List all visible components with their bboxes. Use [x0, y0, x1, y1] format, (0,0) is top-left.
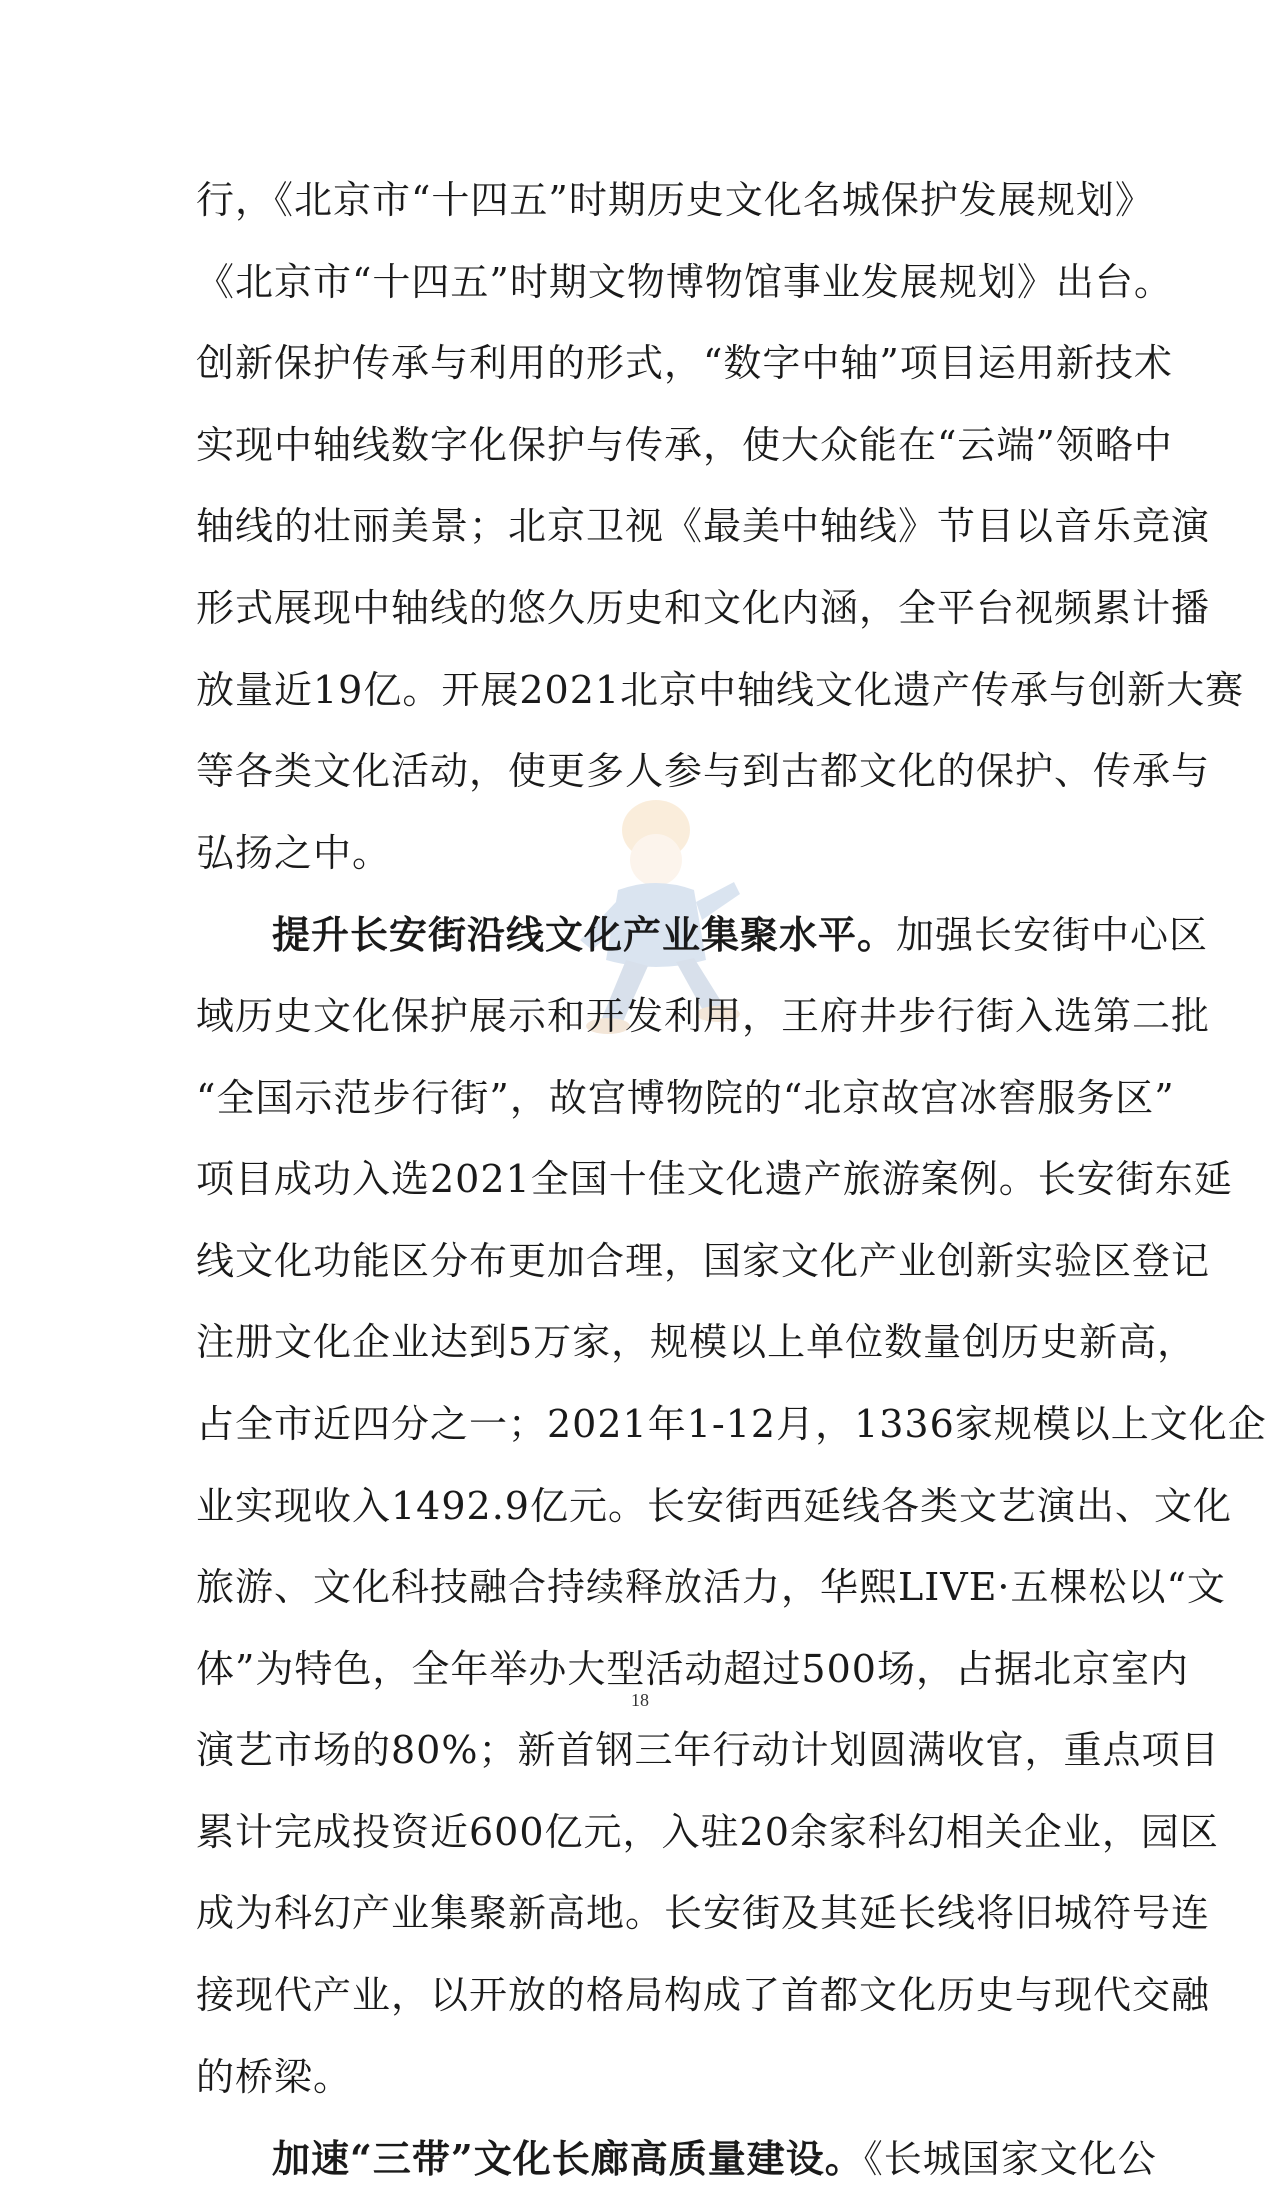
text-line: 行，《北京市“十四五”时期历史文化名城保护发展规划》: [196, 178, 1154, 222]
text-line: 域历史文化保护展示和开发利用，王府井步行街入选第二批: [196, 993, 1211, 1038]
text-line: 项目成功入选2021全国十佳文化遗产旅游案例。长安街东延: [196, 1157, 1233, 1202]
text-line: 线文化功能区分布更加合理，国家文化产业创新实验区登记: [196, 1238, 1211, 1283]
text-line: 实现中轴线数字化保护与传承，使大众能在“云端”领略中: [196, 422, 1173, 467]
text-line: [196, 2118, 1157, 2200]
text-line: 等各类文化活动，使更多人参与到古都文化的保护、传承与: [196, 749, 1211, 794]
paragraph-heading: 提升长安街沿线文化产业集聚水平。: [272, 912, 897, 958]
text-line: 弘扬之中。: [196, 830, 392, 875]
text-line: 注册文化企业达到5万家，规模以上单位数量创历史新高，: [196, 1320, 1197, 1365]
text-line: “全国示范步行街”，故宫博物院的“北京故宫冰窖服务区”: [196, 1075, 1175, 1120]
text-line: 成为科幻产业集聚新高地。长安街及其延长线将旧城符号连: [196, 1891, 1211, 1936]
text-span: 《长城国家文化公: [863, 2137, 1157, 2182]
text-line: 创新保护传承与利用的形式，“数字中轴”项目运用新技术: [196, 341, 1173, 386]
text-line: 《北京市“十四五”时期文物博物馆事业发展规划》出台。: [196, 259, 1173, 304]
text-line: 业实现收入1492.9亿元。长安街西延线各类文艺演出、文化: [196, 1483, 1232, 1528]
text-line: 轴线的壮丽美景；北京卫视《最美中轴线》节目以音乐竞演: [196, 504, 1211, 549]
text-line: 的桥梁。: [196, 2054, 353, 2099]
body-text: [196, 160, 1267, 2200]
text-line: 体”为特色，全年举办大型活动超过500场，占据北京室内: [196, 1646, 1189, 1691]
text-line: 旅游、文化科技融合持续释放活力，华熙LIVE·五棵松以“文: [196, 1565, 1226, 1610]
paragraph-central-axis: [196, 160, 1245, 894]
text-line: 放量近19亿。开展2021北京中轴线文化遗产传承与创新大赛: [196, 667, 1245, 712]
text-line: 演艺市场的80%；新首钢三年行动计划圆满收官，重点项目: [196, 1728, 1220, 1773]
text-line: 累计完成投资近600亿元，入驻20余家科幻相关企业，园区: [196, 1809, 1219, 1854]
text-line: 占全市近四分之一；2021年1-12月，1336家规模以上文化企: [196, 1401, 1267, 1446]
paragraph-changan-street: [196, 894, 1267, 2118]
text-line: 接现代产业，以开放的格局构成了首都文化历史与现代交融: [196, 1973, 1211, 2018]
paragraph-heading: 加速“三带”文化长廊高质量建设。: [272, 2136, 864, 2182]
text-line: [196, 894, 1209, 976]
text-span: 加强长安街中心区: [896, 913, 1209, 958]
page-number: 18: [631, 1690, 649, 1710]
paragraph-three-belts: [196, 2118, 1157, 2200]
text-line: 形式展现中轴线的悠久历史和文化内涵，全平台视频累计播: [196, 585, 1211, 630]
